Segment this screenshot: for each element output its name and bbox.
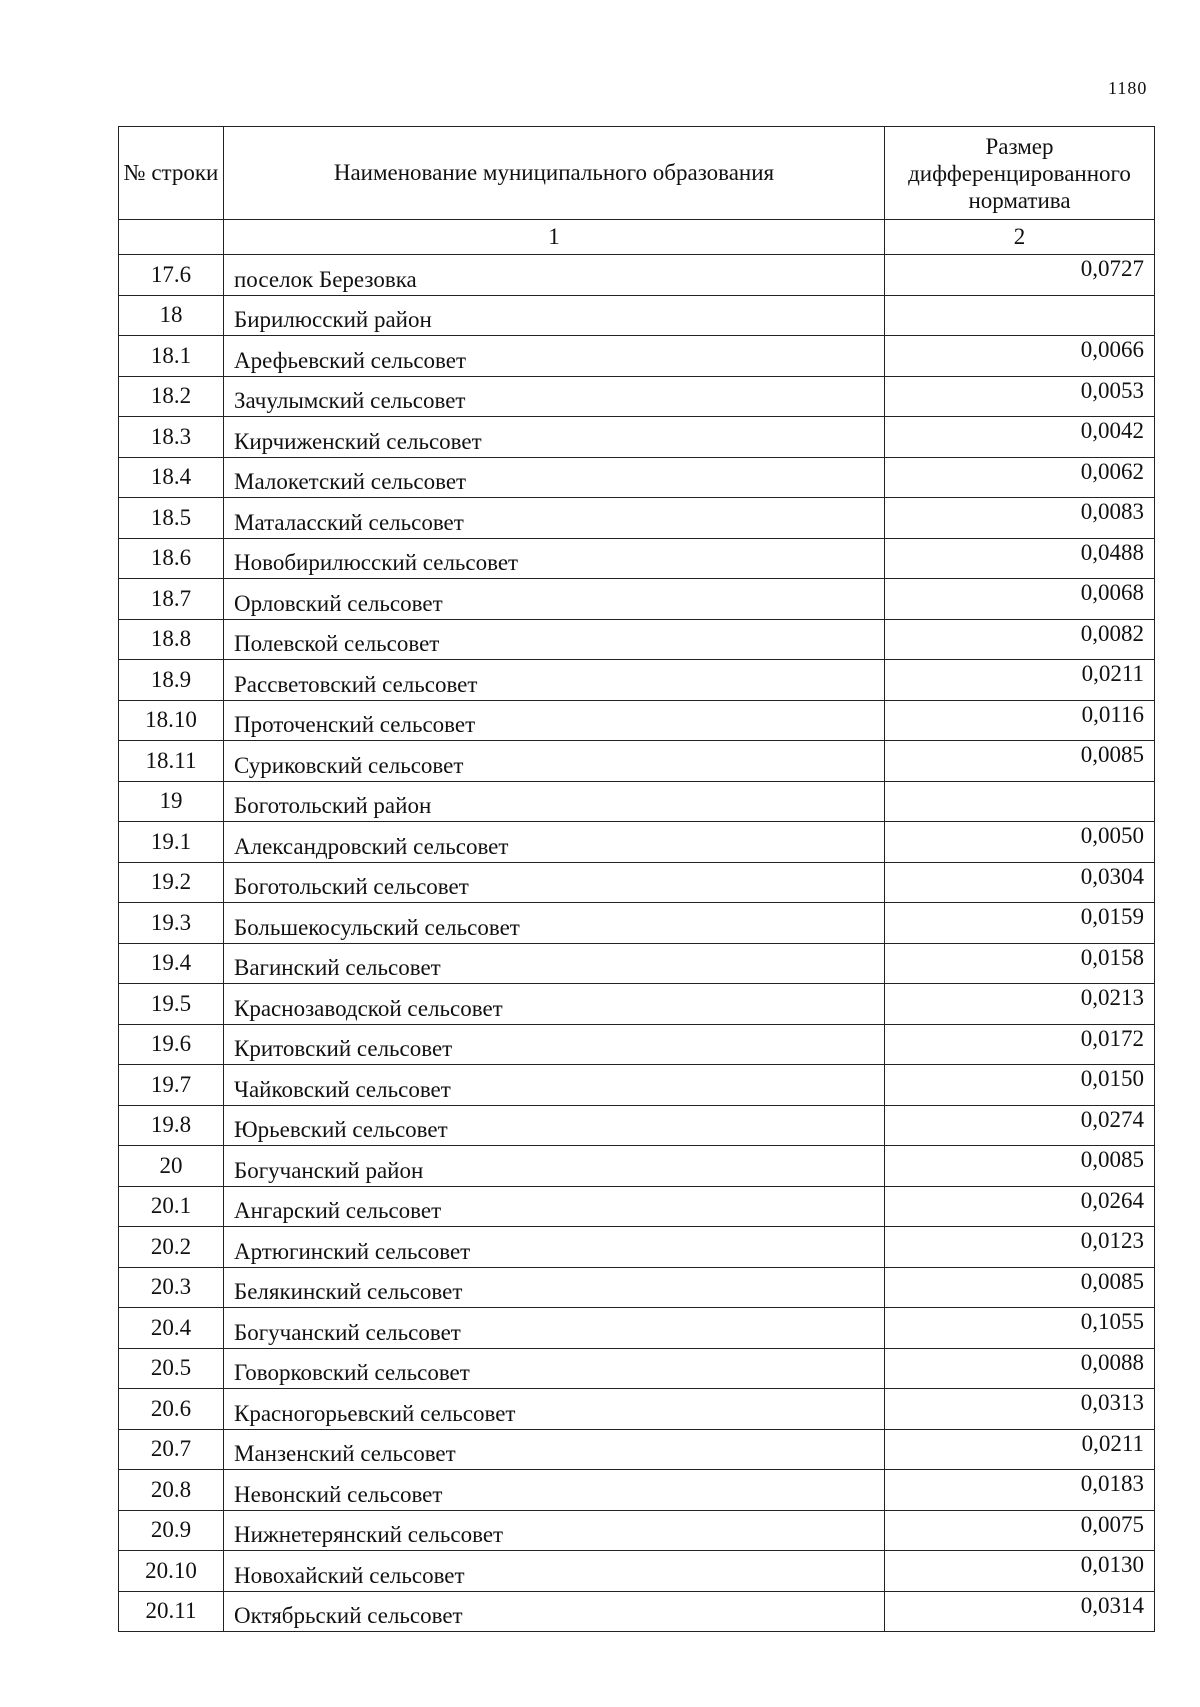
page-number: 1180: [1108, 78, 1148, 98]
row-number: 19.5: [119, 984, 224, 1025]
row-number: 19.2: [119, 862, 224, 903]
table-row: [119, 1551, 1155, 1592]
municipality-name: Зачулымский сельсовет: [224, 376, 885, 417]
municipality-name: Малокетский сельсовет: [224, 457, 885, 498]
normative-value: 0,0050: [885, 822, 1155, 863]
normative-value: 0,0211: [885, 660, 1155, 701]
municipality-name: Маталасский сельсовет: [224, 498, 885, 539]
municipality-name: Богучанский район: [224, 1146, 885, 1187]
row-number: 18.1: [119, 336, 224, 377]
table-row: [119, 1227, 1155, 1268]
table-row: [119, 822, 1155, 863]
row-number: 18.2: [119, 376, 224, 417]
normative-table: [118, 126, 1155, 1632]
table-row: [119, 1389, 1155, 1430]
normative-value: 0,0085: [885, 1267, 1155, 1308]
municipality-name: Критовский сельсовет: [224, 1024, 885, 1065]
table-row: [119, 1186, 1155, 1227]
municipality-name: Рассветовский сельсовет: [224, 660, 885, 701]
row-number: 18: [119, 295, 224, 336]
normative-value: 0,0130: [885, 1551, 1155, 1592]
normative-value: 0,0042: [885, 417, 1155, 458]
table-row: [119, 741, 1155, 782]
municipality-name: Боготольский район: [224, 781, 885, 822]
normative-value: 0,0727: [885, 255, 1155, 296]
municipality-name: Артюгинский сельсовет: [224, 1227, 885, 1268]
normative-value: 0,0488: [885, 538, 1155, 579]
row-number: 18.11: [119, 741, 224, 782]
row-number: 17.6: [119, 255, 224, 296]
table-row: [119, 417, 1155, 458]
normative-value: 0,0088: [885, 1348, 1155, 1389]
table-row: [119, 1510, 1155, 1551]
normative-value: 0,0158: [885, 943, 1155, 984]
municipality-name: Орловский сельсовет: [224, 579, 885, 620]
table-row: [119, 1024, 1155, 1065]
normative-value: 0,0313: [885, 1389, 1155, 1430]
table-row: [119, 1105, 1155, 1146]
normative-value: 0,0082: [885, 619, 1155, 660]
table-row: [119, 781, 1155, 822]
table-row: [119, 1267, 1155, 1308]
normative-value: 0,0053: [885, 376, 1155, 417]
row-number: 20: [119, 1146, 224, 1187]
normative-value: [885, 781, 1155, 822]
row-number: 18.4: [119, 457, 224, 498]
row-number: 18.6: [119, 538, 224, 579]
municipality-name: Чайковский сельсовет: [224, 1065, 885, 1106]
row-number: 18.10: [119, 700, 224, 741]
row-number: 20.6: [119, 1389, 224, 1430]
municipality-name: Манзенский сельсовет: [224, 1429, 885, 1470]
normative-value: 0,0062: [885, 457, 1155, 498]
table-row: [119, 255, 1155, 296]
normative-value: 0,0274: [885, 1105, 1155, 1146]
municipality-name: Бирилюсский район: [224, 295, 885, 336]
normative-value: [885, 295, 1155, 336]
table-header-row: [119, 127, 1155, 220]
municipality-name: Ангарский сельсовет: [224, 1186, 885, 1227]
row-number: 20.2: [119, 1227, 224, 1268]
table-body: [119, 255, 1155, 1632]
row-number: 18.9: [119, 660, 224, 701]
table-row: [119, 457, 1155, 498]
column-index-empty: [119, 220, 224, 255]
row-number: 19.3: [119, 903, 224, 944]
row-number: 18.3: [119, 417, 224, 458]
municipality-name: Суриковский сельсовет: [224, 741, 885, 782]
normative-value: 0,0068: [885, 579, 1155, 620]
row-number: 20.11: [119, 1591, 224, 1632]
table-row: [119, 498, 1155, 539]
table-row: [119, 1591, 1155, 1632]
row-number: 20.9: [119, 1510, 224, 1551]
row-number: 20.5: [119, 1348, 224, 1389]
row-number: 19.6: [119, 1024, 224, 1065]
municipality-name: Октябрьский сельсовет: [224, 1591, 885, 1632]
row-number: 18.5: [119, 498, 224, 539]
normative-value: 0,0085: [885, 1146, 1155, 1187]
row-number: 19: [119, 781, 224, 822]
table-row: [119, 943, 1155, 984]
normative-value: 0,1055: [885, 1308, 1155, 1349]
municipality-name: Арефьевский сельсовет: [224, 336, 885, 377]
table-row: [119, 295, 1155, 336]
table-row: [119, 1348, 1155, 1389]
normative-value: 0,0314: [885, 1591, 1155, 1632]
municipality-name: Новохайский сельсовет: [224, 1551, 885, 1592]
normative-value: 0,0211: [885, 1429, 1155, 1470]
table-column-index-row: [119, 220, 1155, 255]
table-row: [119, 984, 1155, 1025]
municipality-name: Юрьевский сельсовет: [224, 1105, 885, 1146]
normative-value: 0,0075: [885, 1510, 1155, 1551]
normative-value: 0,0304: [885, 862, 1155, 903]
row-number: 20.10: [119, 1551, 224, 1592]
header-municipality-name: Наименование муниципального образования: [224, 127, 885, 220]
row-number: 19.8: [119, 1105, 224, 1146]
table-row: [119, 1146, 1155, 1187]
row-number: 18.7: [119, 579, 224, 620]
row-number: 20.8: [119, 1470, 224, 1511]
row-number: 20.3: [119, 1267, 224, 1308]
row-number: 20.1: [119, 1186, 224, 1227]
municipality-name: Боготольский сельсовет: [224, 862, 885, 903]
normative-value: 0,0264: [885, 1186, 1155, 1227]
municipality-name: Проточенский сельсовет: [224, 700, 885, 741]
row-number: 19.1: [119, 822, 224, 863]
normative-value: 0,0150: [885, 1065, 1155, 1106]
table-row: [119, 619, 1155, 660]
row-number: 19.7: [119, 1065, 224, 1106]
table-row: [119, 336, 1155, 377]
municipality-name: Александровский сельсовет: [224, 822, 885, 863]
row-number: 20.4: [119, 1308, 224, 1349]
municipality-name: Вагинский сельсовет: [224, 943, 885, 984]
municipality-name: Краснозаводской сельсовет: [224, 984, 885, 1025]
municipality-name: Большекосульский сельсовет: [224, 903, 885, 944]
table-row: [119, 660, 1155, 701]
normative-value: 0,0116: [885, 700, 1155, 741]
municipality-name: Кирчиженский сельсовет: [224, 417, 885, 458]
normative-value: 0,0183: [885, 1470, 1155, 1511]
table-row: [119, 1429, 1155, 1470]
municipality-name: Говорковский сельсовет: [224, 1348, 885, 1389]
normative-value: 0,0083: [885, 498, 1155, 539]
normative-value: 0,0085: [885, 741, 1155, 782]
table-row: [119, 903, 1155, 944]
column-index-1: 1: [224, 220, 885, 255]
table-row: [119, 538, 1155, 579]
table-row: [119, 1308, 1155, 1349]
table-row: [119, 700, 1155, 741]
table-row: [119, 1065, 1155, 1106]
header-row-number: № строки: [119, 127, 224, 220]
table-row: [119, 862, 1155, 903]
municipality-name: Новобирилюсский сельсовет: [224, 538, 885, 579]
header-normative-size: Размер дифференцированного норматива: [885, 127, 1155, 220]
normative-value: 0,0213: [885, 984, 1155, 1025]
normative-value: 0,0172: [885, 1024, 1155, 1065]
municipality-name: поселок Березовка: [224, 255, 885, 296]
row-number: 19.4: [119, 943, 224, 984]
row-number: 20.7: [119, 1429, 224, 1470]
municipality-name: Нижнетерянский сельсовет: [224, 1510, 885, 1551]
table-row: [119, 376, 1155, 417]
normative-value: 0,0066: [885, 336, 1155, 377]
table-row: [119, 579, 1155, 620]
municipality-name: Невонский сельсовет: [224, 1470, 885, 1511]
municipality-name: Красногорьевский сельсовет: [224, 1389, 885, 1430]
row-number: 18.8: [119, 619, 224, 660]
municipality-name: Богучанский сельсовет: [224, 1308, 885, 1349]
municipality-name: Белякинский сельсовет: [224, 1267, 885, 1308]
municipality-name: Полевской сельсовет: [224, 619, 885, 660]
column-index-2: 2: [885, 220, 1155, 255]
normative-value: 0,0123: [885, 1227, 1155, 1268]
table-row: [119, 1470, 1155, 1511]
normative-value: 0,0159: [885, 903, 1155, 944]
